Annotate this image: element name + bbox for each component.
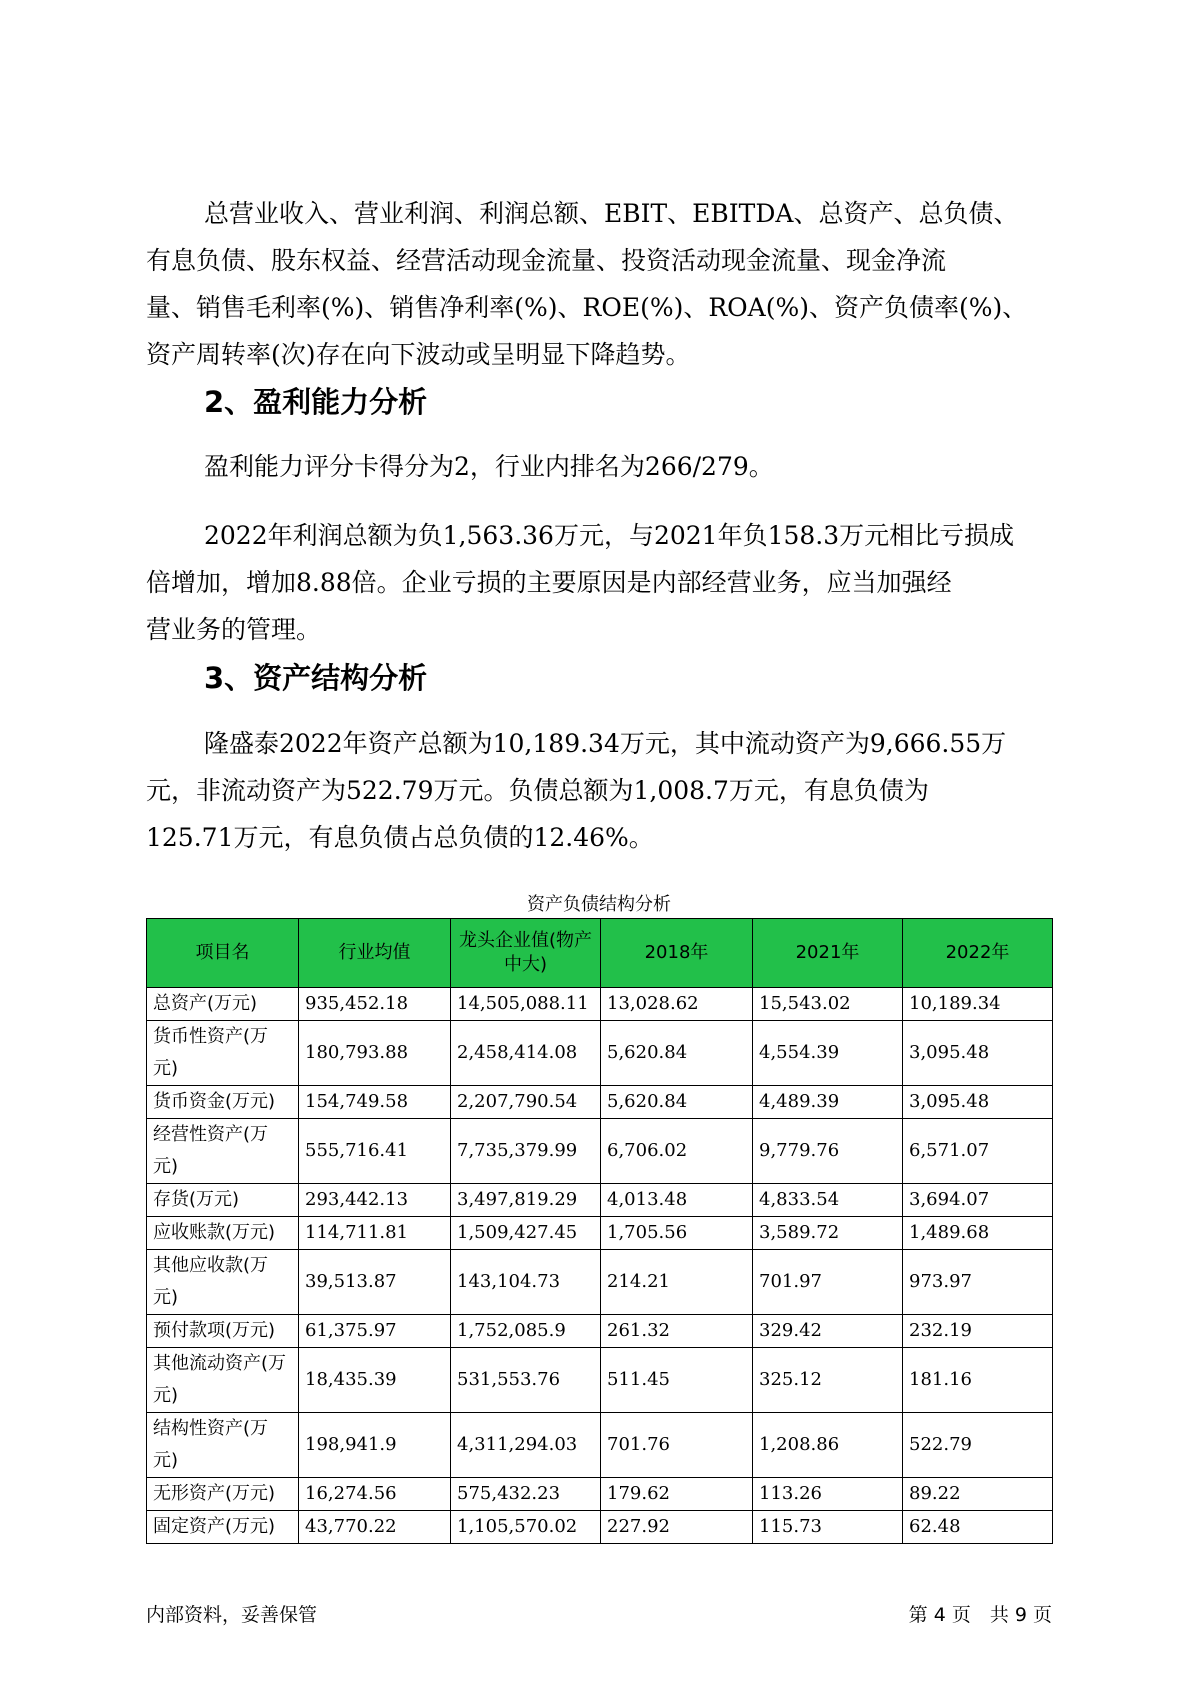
table-row xyxy=(147,1086,1053,1119)
table-cell: 575,432.23 xyxy=(451,1478,601,1511)
table-cell: 531,553.76 xyxy=(451,1348,601,1413)
table-cell: 2,207,790.54 xyxy=(451,1086,601,1119)
row-label: 存货(万元) xyxy=(147,1184,299,1217)
row-label: 其他应收款(万元) xyxy=(147,1250,299,1315)
table-cell: 232.19 xyxy=(903,1315,1053,1348)
profit-paragraph xyxy=(146,512,1052,653)
table-cell: 227.92 xyxy=(601,1511,753,1544)
footer-confidential: 内部资料，妥善保管 xyxy=(146,1604,318,1626)
row-label: 经营性资产(万元) xyxy=(147,1119,299,1184)
table-cell: 5,620.84 xyxy=(601,1021,753,1086)
row-label: 货币资金(万元) xyxy=(147,1086,299,1119)
profit-line: 倍增加，增加8.88倍。企业亏损的主要原因是内部经营业务，应当加强经 xyxy=(146,568,952,597)
table-row xyxy=(147,1348,1053,1413)
table-cell: 2,458,414.08 xyxy=(451,1021,601,1086)
asset-line: 隆盛泰2022年资产总额为10,189.34万元，其中流动资产为9,666.55万 xyxy=(204,729,1007,758)
table-cell: 113.26 xyxy=(753,1478,903,1511)
section3-heading: 3、资产结构分析 xyxy=(204,661,428,695)
table-cell: 114,711.81 xyxy=(299,1217,451,1250)
table-cell: 4,833.54 xyxy=(753,1184,903,1217)
table-cell: 214.21 xyxy=(601,1250,753,1315)
profit-line: 营业务的管理。 xyxy=(146,615,322,644)
row-label: 货币性资产(万元) xyxy=(147,1021,299,1086)
table-cell: 293,442.13 xyxy=(299,1184,451,1217)
table-cell: 143,104.73 xyxy=(451,1250,601,1315)
table-cell: 198,941.9 xyxy=(299,1413,451,1478)
table-cell: 154,749.58 xyxy=(299,1086,451,1119)
asset-line: 125.71万元，有息负债占总负债的12.46%。 xyxy=(146,823,654,852)
table-cell: 3,497,819.29 xyxy=(451,1184,601,1217)
scorecard-line: 盈利能力评分卡得分为2，行业内排名为266/279。 xyxy=(204,452,774,481)
table-cell: 7,735,379.99 xyxy=(451,1119,601,1184)
profit-line: 2022年利润总额为负1,563.36万元，与2021年负158.3万元相比亏损成 xyxy=(204,521,1015,550)
table-cell: 89.22 xyxy=(903,1478,1053,1511)
table-cell: 4,489.39 xyxy=(753,1086,903,1119)
table-header: 2021年 xyxy=(753,919,903,988)
row-label: 无形资产(万元) xyxy=(147,1478,299,1511)
table-cell: 5,620.84 xyxy=(601,1086,753,1119)
table-cell: 4,554.39 xyxy=(753,1021,903,1086)
table-cell: 701.76 xyxy=(601,1413,753,1478)
table-header: 2018年 xyxy=(601,919,753,988)
table-cell: 4,013.48 xyxy=(601,1184,753,1217)
table-cell: 10,189.34 xyxy=(903,988,1053,1021)
table-cell: 1,105,570.02 xyxy=(451,1511,601,1544)
row-label: 其他流动资产(万元) xyxy=(147,1348,299,1413)
intro-line: 有息负债、股东权益、经营活动现金流量、投资活动现金流量、现金净流 xyxy=(146,246,947,275)
table-cell: 181.16 xyxy=(903,1348,1053,1413)
table-cell: 555,716.41 xyxy=(299,1119,451,1184)
table-cell: 1,489.68 xyxy=(903,1217,1053,1250)
table-cell: 179.62 xyxy=(601,1478,753,1511)
table-cell: 9,779.76 xyxy=(753,1119,903,1184)
table-cell: 18,435.39 xyxy=(299,1348,451,1413)
scorecard-paragraph xyxy=(146,443,1052,490)
table-cell: 6,571.07 xyxy=(903,1119,1053,1184)
table-row xyxy=(147,1021,1053,1086)
row-label: 总资产(万元) xyxy=(147,988,299,1021)
table-cell: 16,274.56 xyxy=(299,1478,451,1511)
row-label: 固定资产(万元) xyxy=(147,1511,299,1544)
table-row xyxy=(147,1413,1053,1478)
asset-liability-table xyxy=(146,918,1053,1544)
table-cell: 935,452.18 xyxy=(299,988,451,1021)
table-cell: 3,095.48 xyxy=(903,1021,1053,1086)
table-cell: 61,375.97 xyxy=(299,1315,451,1348)
table-header: 龙头企业值(物产中大) xyxy=(451,919,601,988)
table-row xyxy=(147,1250,1053,1315)
table-cell: 115.73 xyxy=(753,1511,903,1544)
footer-page-number: 第 4 页 共 9 页 xyxy=(908,1604,1052,1626)
table-cell: 39,513.87 xyxy=(299,1250,451,1315)
table-cell: 261.32 xyxy=(601,1315,753,1348)
table-cell: 4,311,294.03 xyxy=(451,1413,601,1478)
table-row xyxy=(147,1184,1053,1217)
intro-line: 量、销售毛利率(%)、销售净利率(%)、ROE(%)、ROA(%)、资产负债率(%)、 xyxy=(146,293,1028,322)
table-cell: 1,705.56 xyxy=(601,1217,753,1250)
table-cell: 1,208.86 xyxy=(753,1413,903,1478)
table-row xyxy=(147,1119,1053,1184)
table-header: 项目名 xyxy=(147,919,299,988)
table-header: 2022年 xyxy=(903,919,1053,988)
row-label: 应收账款(万元) xyxy=(147,1217,299,1250)
table-header: 行业均值 xyxy=(299,919,451,988)
table-body xyxy=(147,988,1053,1544)
table-cell: 43,770.22 xyxy=(299,1511,451,1544)
table-cell: 1,509,427.45 xyxy=(451,1217,601,1250)
table-cell: 511.45 xyxy=(601,1348,753,1413)
table-cell: 973.97 xyxy=(903,1250,1053,1315)
table-cell: 15,543.02 xyxy=(753,988,903,1021)
table-cell: 1,752,085.9 xyxy=(451,1315,601,1348)
table-cell: 3,589.72 xyxy=(753,1217,903,1250)
table-header-row xyxy=(147,919,1053,988)
row-label: 结构性资产(万元) xyxy=(147,1413,299,1478)
table-cell: 13,028.62 xyxy=(601,988,753,1021)
table-cell: 3,095.48 xyxy=(903,1086,1053,1119)
intro-line: 总营业收入、营业利润、利润总额、EBIT、EBITDA、总资产、总负债、 xyxy=(204,199,1019,228)
table-cell: 701.97 xyxy=(753,1250,903,1315)
table-row xyxy=(147,1315,1053,1348)
table-row xyxy=(147,1478,1053,1511)
table-cell: 62.48 xyxy=(903,1511,1053,1544)
asset-paragraph xyxy=(146,720,1052,861)
table-cell: 3,694.07 xyxy=(903,1184,1053,1217)
intro-line: 资产周转率(次)存在向下波动或呈明显下降趋势。 xyxy=(146,340,691,369)
table-row xyxy=(147,1217,1053,1250)
table-cell: 6,706.02 xyxy=(601,1119,753,1184)
table-cell: 14,505,088.11 xyxy=(451,988,601,1021)
asset-line: 元，非流动资产为522.79万元。负债总额为1,008.7万元，有息负债为 xyxy=(146,776,929,805)
section2-heading: 2、盈利能力分析 xyxy=(204,385,428,419)
table-cell: 329.42 xyxy=(753,1315,903,1348)
table-row xyxy=(147,1511,1053,1544)
row-label: 预付款项(万元) xyxy=(147,1315,299,1348)
table-cell: 180,793.88 xyxy=(299,1021,451,1086)
table-caption: 资产负债结构分析 xyxy=(527,894,671,915)
table-cell: 522.79 xyxy=(903,1413,1053,1478)
table-cell: 325.12 xyxy=(753,1348,903,1413)
intro-paragraph xyxy=(146,190,1052,378)
table-row xyxy=(147,988,1053,1021)
